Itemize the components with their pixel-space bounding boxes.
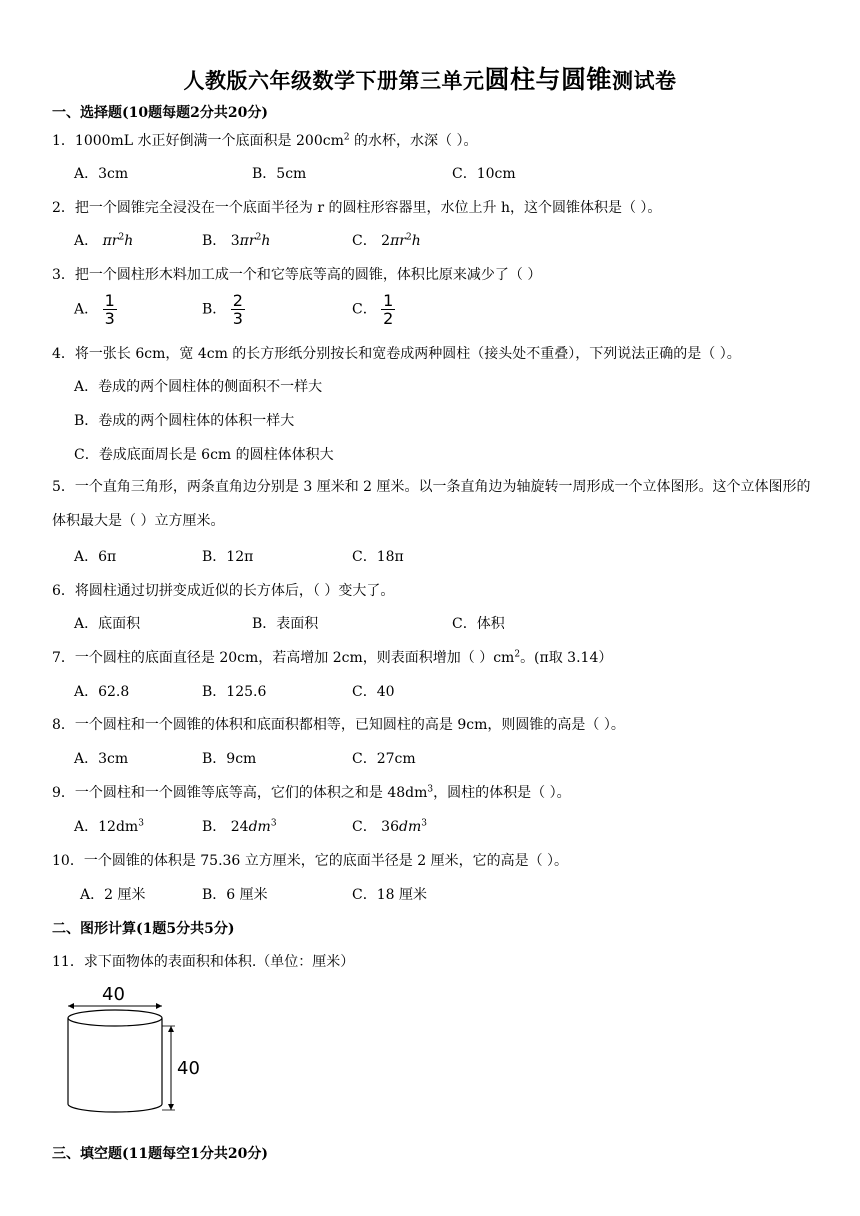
question-6: 6．将圆柱通过切拼变成近似的长方体后，（ ）变大了。 — [52, 583, 395, 599]
q5-option-b[interactable]: B．12π — [202, 549, 254, 565]
q4-option-b[interactable]: B．卷成的两个圆柱体的体积一样大 — [74, 413, 295, 429]
section-heading-choice: 一、选择题(10题每题2分共20分) — [52, 105, 268, 121]
section-heading-calc: 二、图形计算(1题5分共5分) — [52, 921, 235, 937]
q5-option-c[interactable]: C．18π — [352, 549, 404, 565]
q2-option-b[interactable]: B． $3\pi r^2h$ — [202, 232, 271, 249]
page-title — [0, 60, 860, 96]
section-heading-fill: 三、填空题(11题每空1分共20分) — [52, 1146, 268, 1162]
q4-option-c[interactable]: C．卷成底面周长是 6cm 的圆柱体体积大 — [74, 447, 334, 463]
question-1: 1．1000mL 水正好倒满一个底面积是 $200cm^2$ 的水杯，水深（ ）。 — [52, 132, 478, 149]
q7-option-c[interactable]: C．40 — [352, 684, 395, 700]
q3-option-a[interactable]: A． $\frac{1}{3}$ — [74, 291, 115, 328]
diameter-arrow-right — [156, 1003, 162, 1009]
q8-option-a[interactable]: A．3cm — [74, 751, 129, 767]
q8-option-b[interactable]: B．9cm — [202, 751, 257, 767]
q7-option-a[interactable]: A．62.8 — [74, 684, 130, 700]
q10-option-a[interactable]: A．2 厘米 — [80, 887, 146, 903]
q6-option-b[interactable]: B．表面积 — [252, 616, 319, 632]
q9-option-c[interactable]: C． $36dm^3$ — [352, 818, 427, 835]
question-11: 11．求下面物体的表面积和体积.（单位：厘米） — [52, 954, 355, 970]
q2-option-c[interactable]: C． $2\pi r^2h$ — [352, 232, 421, 249]
cylinder-top-ellipse — [68, 1010, 162, 1026]
q3-fraction-a: $\frac{1}{3}$ — [104, 291, 115, 328]
q10-option-b[interactable]: B．6 厘米 — [202, 887, 268, 903]
question-8: 8．一个圆柱和一个圆锥的体积和底面积都相等，已知圆柱的高是 9cm，则圆锥的高是（ ）。 — [52, 717, 625, 733]
q9-option-b[interactable]: B． $24dm^3$ — [202, 818, 277, 835]
question-5: 5．一个直角三角形，两条直角边分别是 3 厘米和 2 厘米。以一条直角边为轴旋转一周形成一个立体图形。这个立体图形的体积最大是（ ）立方厘米。 — [52, 479, 811, 529]
question-9: 9．一个圆柱和一个圆锥等底等高，它们的体积之和是 $48dm^3$，圆柱的体积是（ ）。 — [52, 784, 571, 801]
q2-option-a[interactable]: A． $\pi r^2h$ — [74, 232, 134, 249]
q10-option-c[interactable]: C．18 厘米 — [352, 887, 427, 903]
q7-option-b[interactable]: B．125.6 — [202, 684, 267, 700]
height-arrow-bottom — [168, 1104, 174, 1110]
q1-option-b[interactable]: B．5cm — [252, 166, 307, 182]
q3-fraction-c: $\frac{1}{2}$ — [383, 291, 394, 328]
q8-option-c[interactable]: C．27cm — [352, 751, 416, 767]
question-4: 4．将一张长 6cm，宽 4cm 的长方形纸分别按长和宽卷成两种圆柱（接头处不重叠），下列说法正确的是（ ）。 — [52, 346, 741, 362]
q3-option-c[interactable]: C． $\frac{1}{2}$ — [352, 291, 394, 328]
title-part-2: 圆柱与圆锥 — [484, 65, 612, 94]
title-part-1: 人教版六年级数学下册第三单元 — [183, 68, 485, 93]
q4-option-a[interactable]: A．卷成的两个圆柱体的侧面积不一样大 — [74, 379, 323, 395]
cylinder-height-label: 40 — [177, 1058, 200, 1079]
q3-fraction-b: $\frac{2}{3}$ — [232, 291, 243, 328]
q5-option-a[interactable]: A．6π — [74, 549, 117, 565]
cylinder-bottom-arc — [68, 1104, 162, 1112]
q9-option-a[interactable]: A．$12dm^3$ — [74, 818, 144, 835]
question-10: 10．一个圆锥的体积是 75.36 立方厘米，它的底面半径是 2 厘米，它的高是（ ）。 — [52, 853, 569, 869]
q3-option-b[interactable]: B． $\frac{2}{3}$ — [202, 291, 243, 328]
question-2: 2．把一个圆锥完全浸没在一个底面半径为 r 的圆柱形容器里，水位上升 h，这个圆锥体积是（ ）。 — [52, 200, 662, 216]
title-part-3: 测试卷 — [612, 68, 677, 93]
q1-option-c[interactable]: C．10cm — [452, 166, 516, 182]
q1-option-a[interactable]: A．3cm — [74, 166, 129, 182]
cylinder-diameter-label: 40 — [102, 984, 125, 1005]
question-7: 7．一个圆柱的底面直径是 20cm，若高增加 2cm，则表面积增加（ ）$cm^2$。(π取 3.14） — [52, 649, 613, 666]
question-3: 3．把一个圆柱形木料加工成一个和它等底等高的圆锥，体积比原来减少了（ ） — [52, 267, 542, 283]
q6-option-a[interactable]: A．底面积 — [74, 616, 141, 632]
height-arrow-top — [168, 1026, 174, 1032]
q6-option-c[interactable]: C．体积 — [452, 616, 505, 632]
diameter-arrow-left — [68, 1003, 74, 1009]
cylinder-figure — [58, 982, 218, 1118]
